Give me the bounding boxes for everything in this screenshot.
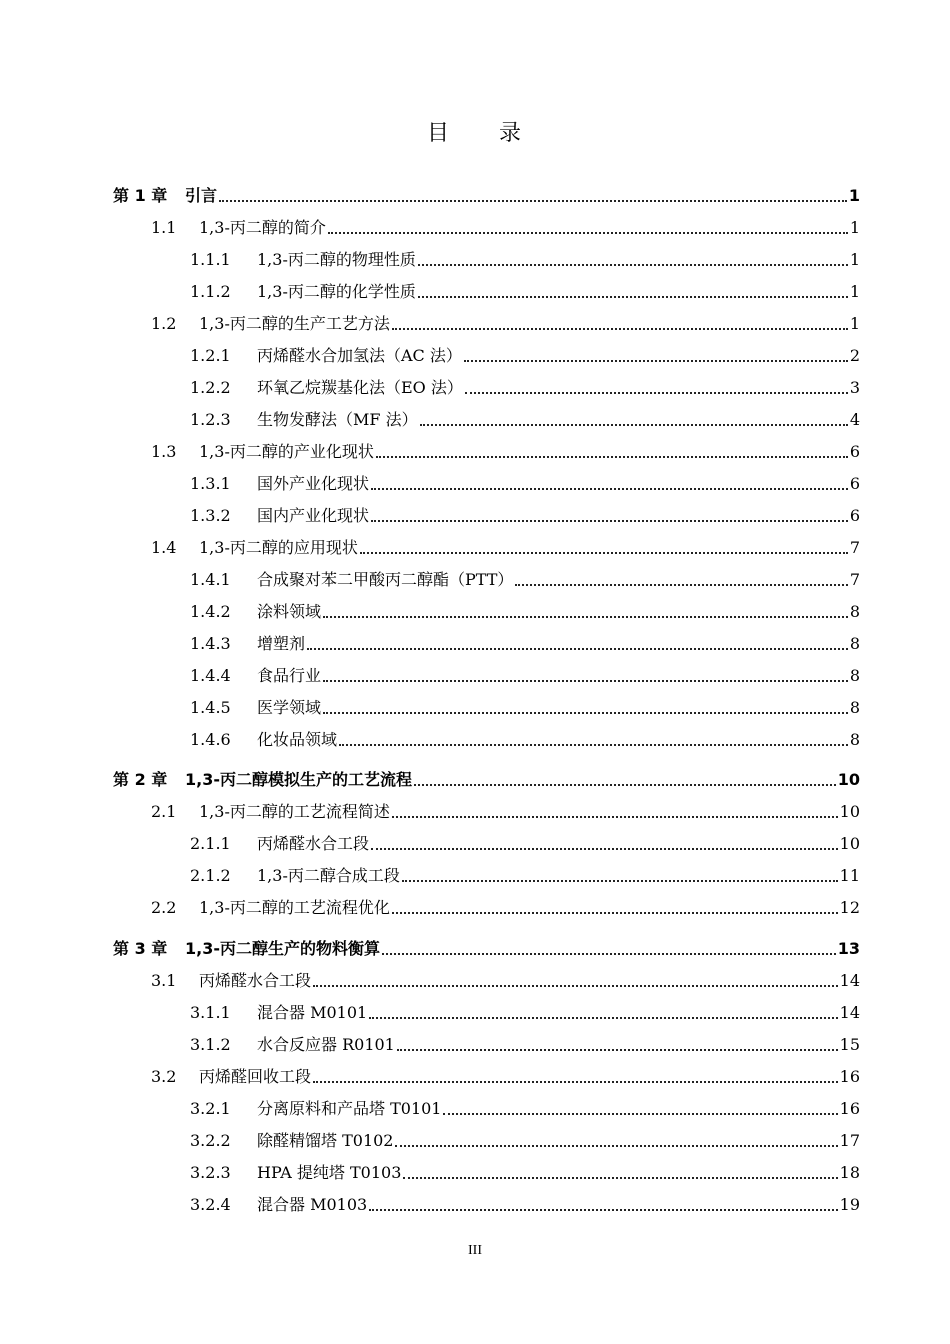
toc-dot-leader — [382, 953, 836, 955]
toc-entry-page: 19 — [839, 1195, 860, 1214]
toc-entry-number: 3.1 — [151, 971, 177, 990]
toc-entry-page: 6 — [849, 474, 860, 493]
toc-entry[interactable] — [151, 536, 860, 560]
toc-entry-page: 13 — [837, 939, 860, 958]
toc-entry[interactable] — [190, 600, 860, 624]
toc-dot-leader — [376, 456, 848, 458]
toc-entry-page: 4 — [849, 410, 860, 429]
toc-entry-number: 3.1.1 — [190, 1003, 231, 1022]
toc-entry-page: 14 — [839, 971, 860, 990]
toc-entry-number: 2.1 — [151, 802, 177, 821]
toc-entry-number: 1.2 — [151, 314, 177, 333]
toc-entry-title: 分离原料和产品塔 T0101 — [257, 1099, 442, 1118]
toc-entry-title: 1,3-丙二醇模拟生产的工艺流程 — [185, 770, 412, 789]
toc-entry[interactable] — [190, 408, 860, 432]
toc-entry-title: 水合反应器 R0101 — [257, 1035, 395, 1054]
toc-entry[interactable] — [190, 280, 860, 304]
toc-dot-leader — [371, 488, 848, 490]
toc-entry-number: 1.2.3 — [190, 410, 231, 429]
toc-entry-page: 8 — [849, 730, 860, 749]
toc-entry-title: 涂料领域 — [257, 602, 322, 621]
toc-entry-number: 1.4 — [151, 538, 177, 557]
toc-entry-title: 除醛精馏塔 T0102 — [257, 1131, 394, 1150]
toc-entry-number: 1.1 — [151, 218, 177, 237]
toc-entry-number: 3.2.3 — [190, 1163, 231, 1182]
toc-dot-leader — [464, 360, 848, 362]
toc-dot-leader — [313, 1081, 838, 1083]
toc-entry-number: 1.1.2 — [190, 282, 231, 301]
toc-entry-page: 1 — [849, 218, 860, 237]
toc-entry-number: 第 3 章 — [113, 939, 168, 958]
toc-entry[interactable] — [113, 768, 860, 792]
toc-dot-leader — [392, 912, 838, 914]
toc-entry[interactable] — [190, 1033, 860, 1057]
toc-entry[interactable] — [190, 832, 860, 856]
toc-entry-title: 1,3-丙二醇的工艺流程优化 — [199, 898, 390, 917]
toc-entry[interactable] — [190, 504, 860, 528]
toc-entry-page: 10 — [839, 834, 860, 853]
toc-entry-title: 食品行业 — [257, 666, 322, 685]
toc-entry[interactable] — [151, 969, 860, 993]
toc-dot-leader — [371, 848, 838, 850]
toc-entry-title: 环氧乙烷羰基化法（EO 法） — [257, 378, 463, 397]
toc-entry[interactable] — [190, 1097, 860, 1121]
toc-dot-leader — [339, 744, 848, 746]
toc-dot-leader — [418, 264, 848, 266]
toc-dot-leader — [360, 552, 848, 554]
toc-entry-number: 1.3 — [151, 442, 177, 461]
toc-dot-leader — [328, 232, 848, 234]
toc-entry[interactable] — [151, 216, 860, 240]
toc-entry[interactable] — [190, 344, 860, 368]
toc-entry-number: 第 1 章 — [113, 186, 168, 205]
toc-entry-title: 合成聚对苯二甲酸丙二醇酯（PTT） — [257, 570, 514, 589]
toc-dot-leader — [397, 1049, 838, 1051]
toc-entry-page: 10 — [839, 802, 860, 821]
toc-dot-leader — [515, 584, 847, 586]
toc-dot-leader — [371, 520, 848, 522]
toc-entry-title: 1,3-丙二醇生产的物料衡算 — [185, 939, 380, 958]
toc-entry-number: 3.1.2 — [190, 1035, 231, 1054]
toc-dot-leader — [465, 392, 848, 394]
toc-dot-leader — [443, 1113, 837, 1115]
toc-entry-title: 生物发酵法（MF 法） — [257, 410, 418, 429]
toc-entry-title: 1,3-丙二醇的产业化现状 — [199, 442, 374, 461]
toc-entry-number: 1.4.2 — [190, 602, 231, 621]
toc-entry-title: 国外产业化现状 — [257, 474, 370, 493]
toc-entry-number: 3.2.1 — [190, 1099, 231, 1118]
toc-entry[interactable] — [151, 1065, 860, 1089]
toc-entry[interactable] — [190, 248, 860, 272]
toc-entry[interactable] — [190, 376, 860, 400]
toc-entry-page: 17 — [839, 1131, 860, 1150]
toc-dot-leader — [369, 1209, 837, 1211]
title-char-left: 目 — [426, 121, 451, 146]
toc-entry-title: 引言 — [185, 186, 218, 205]
toc-entry[interactable] — [190, 1129, 860, 1153]
page-number-footer: III — [468, 1243, 482, 1258]
toc-entry[interactable] — [190, 864, 860, 888]
toc-entry-number: 1.3.2 — [190, 506, 231, 525]
toc-entry-page: 7 — [849, 570, 860, 589]
toc-entry[interactable] — [190, 696, 860, 720]
toc-dot-leader — [323, 680, 848, 682]
toc-dot-leader — [418, 296, 848, 298]
toc-dot-leader — [392, 816, 838, 818]
toc-entry-page: 8 — [849, 602, 860, 621]
toc-entry-title: 丙烯醛回收工段 — [199, 1067, 312, 1086]
title-char-right: 录 — [499, 121, 524, 146]
toc-entry-number: 1.4.5 — [190, 698, 231, 717]
toc-entry-number: 2.1.1 — [190, 834, 231, 853]
toc-entry-page: 6 — [849, 506, 860, 525]
toc-dot-leader — [307, 648, 848, 650]
toc-dot-leader — [414, 784, 836, 786]
toc-dot-leader — [323, 712, 848, 714]
page-title — [0, 116, 950, 147]
toc-entry-number: 1.1.1 — [190, 250, 231, 269]
toc-entry-title: 1,3-丙二醇的工艺流程简述 — [199, 802, 390, 821]
toc-entry-title: 1,3-丙二醇合成工段 — [257, 866, 400, 885]
toc-entry-page: 8 — [849, 634, 860, 653]
toc-entry[interactable] — [190, 1161, 860, 1185]
toc-entry-number: 1.4.6 — [190, 730, 231, 749]
toc-entry-number: 3.2.2 — [190, 1131, 231, 1150]
toc-entry-number: 1.4.4 — [190, 666, 231, 685]
toc-entry-number: 1.2.2 — [190, 378, 231, 397]
toc-entry[interactable] — [190, 664, 860, 688]
toc-entry-title: 国内产业化现状 — [257, 506, 370, 525]
toc-entry[interactable] — [151, 800, 860, 824]
toc-entry-page: 10 — [837, 770, 860, 789]
toc-entry-page: 1 — [849, 314, 860, 333]
toc-entry-title: 丙烯醛水合工段 — [199, 971, 312, 990]
toc-entry-page: 8 — [849, 698, 860, 717]
toc-entry-title: 丙烯醛水合工段 — [257, 834, 370, 853]
toc-entry-page: 2 — [849, 346, 860, 365]
toc-entry-page: 1 — [849, 282, 860, 301]
toc-entry-page: 3 — [849, 378, 860, 397]
toc-entry[interactable] — [151, 312, 860, 336]
toc-dot-leader — [313, 985, 838, 987]
toc-dot-leader — [392, 328, 848, 330]
toc-entry-number: 3.2.4 — [190, 1195, 231, 1214]
toc-entry-title: 丙烯醛水合加氢法（AC 法） — [257, 346, 462, 365]
toc-entry[interactable] — [190, 1193, 860, 1217]
toc-entry-title: 增塑剂 — [257, 634, 306, 653]
toc-entry-page: 16 — [839, 1067, 860, 1086]
toc-entry-title: 1,3-丙二醇的应用现状 — [199, 538, 358, 557]
toc-entry[interactable] — [151, 896, 860, 920]
toc-entry-number: 1.4.1 — [190, 570, 231, 589]
toc-entry-page: 15 — [839, 1035, 860, 1054]
toc-entry-number: 1.2.1 — [190, 346, 231, 365]
toc-entry-title: 医学领域 — [257, 698, 322, 717]
toc-entry-title: 1,3-丙二醇的化学性质 — [257, 282, 416, 301]
toc-entry[interactable] — [190, 1001, 860, 1025]
toc-entry-page: 6 — [849, 442, 860, 461]
toc-entry-title: 混合器 M0103 — [257, 1195, 368, 1214]
toc-entry[interactable] — [190, 632, 860, 656]
toc-entry-number: 1.4.3 — [190, 634, 231, 653]
toc-entry-title: 化妆品领域 — [257, 730, 338, 749]
toc-entry[interactable] — [113, 184, 860, 208]
toc-entry-title: 混合器 M0101 — [257, 1003, 368, 1022]
toc-entry-number: 3.2 — [151, 1067, 177, 1086]
toc-dot-leader — [395, 1145, 837, 1147]
toc-entry-number: 2.1.2 — [190, 866, 231, 885]
toc-entry-page: 14 — [839, 1003, 860, 1022]
toc-dot-leader — [403, 1177, 837, 1179]
toc-entry[interactable] — [190, 728, 860, 752]
toc-entry-title: 1,3-丙二醇的生产工艺方法 — [199, 314, 390, 333]
toc-entry[interactable] — [113, 937, 860, 961]
toc-entry[interactable] — [190, 568, 860, 592]
toc-entry-page: 1 — [848, 186, 860, 205]
toc-entry-title: 1,3-丙二醇的物理性质 — [257, 250, 416, 269]
toc-dot-leader — [369, 1017, 837, 1019]
toc-entry[interactable] — [151, 440, 860, 464]
toc-entry-number: 2.2 — [151, 898, 177, 917]
toc-entry[interactable] — [190, 472, 860, 496]
toc-entry-page: 11 — [839, 866, 860, 885]
toc-entry-page: 18 — [839, 1163, 860, 1182]
toc-entry-title: HPA 提纯塔 T0103 — [257, 1163, 402, 1182]
toc-dot-leader — [219, 200, 847, 202]
toc-entry-page: 8 — [849, 666, 860, 685]
toc-entry-title: 1,3-丙二醇的简介 — [199, 218, 326, 237]
toc-entry-page: 1 — [849, 250, 860, 269]
toc-dot-leader — [420, 424, 848, 426]
toc-entry-number: 第 2 章 — [113, 770, 168, 789]
toc-entry-page: 16 — [839, 1099, 860, 1118]
toc-entry-page: 12 — [839, 898, 860, 917]
toc-entry-page: 7 — [849, 538, 860, 557]
toc-dot-leader — [402, 880, 838, 882]
toc-entry-number: 1.3.1 — [190, 474, 231, 493]
toc-dot-leader — [323, 616, 848, 618]
